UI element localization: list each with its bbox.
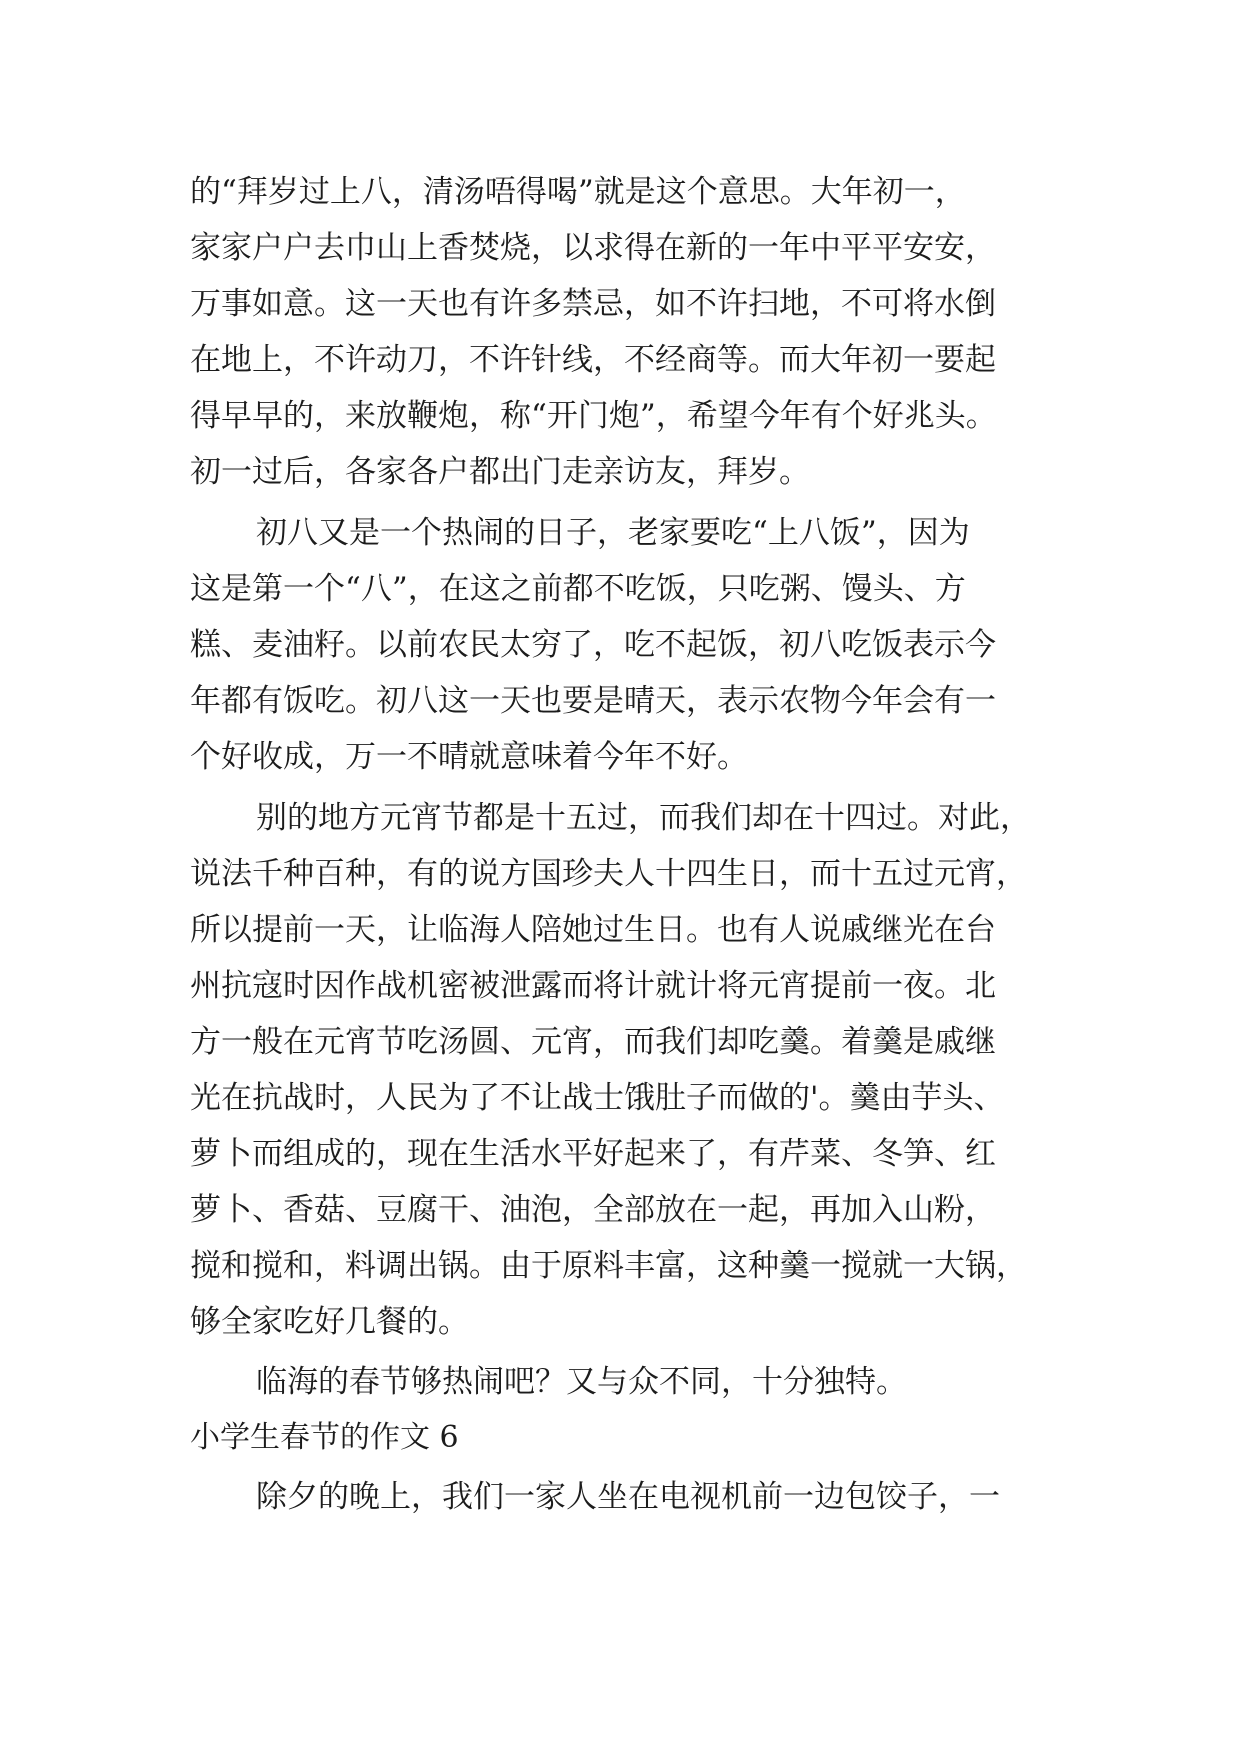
text-line: 这是第一个“八”，在这之前都不吃饭，只吃粥、馒头、方 xyxy=(190,571,966,607)
text-line: 够全家吃好几餐的。 xyxy=(190,1304,469,1340)
text-line: 初一过后，各家各户都出门走亲访友，拜岁。 xyxy=(190,454,810,490)
text-line: 州抗寇时因作战机密被泄露而将计就计将元宵提前一夜。北 xyxy=(190,968,996,1004)
text-line: 所以提前一天，让临海人陪她过生日。也有人说戚继光在台 xyxy=(190,912,996,948)
text-line: 光在抗战时，人民为了不让战士饿肚子而做的'。羹由芋头、 xyxy=(190,1080,1005,1116)
paragraph-first-line: 临海的春节够热闹吧？又与众不同，十分独特。 xyxy=(256,1364,907,1400)
text-line: 搅和搅和，料调出锅。由于原料丰富，这种羹一搅就一大锅， xyxy=(190,1248,1027,1284)
text-line: 在地上，不许动刀，不许针线，不经商等。而大年初一要起 xyxy=(190,342,996,378)
paragraph-first-line: 除夕的晚上，我们一家人坐在电视机前一边包饺子，一 xyxy=(256,1479,1000,1515)
text-line: 万事如意。这一天也有许多禁忌，如不许扫地，不可将水倒 xyxy=(190,286,996,322)
text-line: 年都有饭吃。初八这一天也要是晴天，表示农物今年会有一 xyxy=(190,683,996,719)
paragraph-first-line: 别的地方元宵节都是十五过，而我们却在十四过。对此， xyxy=(256,800,1031,836)
paragraph-first-line: 初八又是一个热闹的日子，老家要吃“上八饭”，因为 xyxy=(256,515,970,551)
section-heading: 小学生春节的作文 6 xyxy=(190,1420,459,1455)
text-line: 的“拜岁过上八，清汤唔得喝”就是这个意思。大年初一， xyxy=(190,174,966,210)
text-line: 个好收成，万一不晴就意味着今年不好。 xyxy=(190,739,748,775)
text-line: 萝卜、香菇、豆腐干、油泡，全部放在一起，再加入山粉， xyxy=(190,1192,996,1228)
text-line: 得早早的，来放鞭炮，称“开门炮”，希望今年有个好兆头。 xyxy=(190,398,997,434)
text-line: 说法千种百种，有的说方国珍夫人十四生日，而十五过元宵， xyxy=(190,856,1027,892)
text-line: 萝卜而组成的，现在生活水平好起来了，有芹菜、冬笋、红 xyxy=(190,1136,996,1172)
text-line: 糕、麦油籽。以前农民太穷了，吃不起饭，初八吃饭表示今 xyxy=(190,627,996,663)
text-line: 家家户户去巾山上香焚烧，以求得在新的一年中平平安安， xyxy=(190,230,996,266)
text-line: 方一般在元宵节吃汤圆、元宵，而我们却吃羹。着羹是戚继 xyxy=(190,1024,996,1060)
